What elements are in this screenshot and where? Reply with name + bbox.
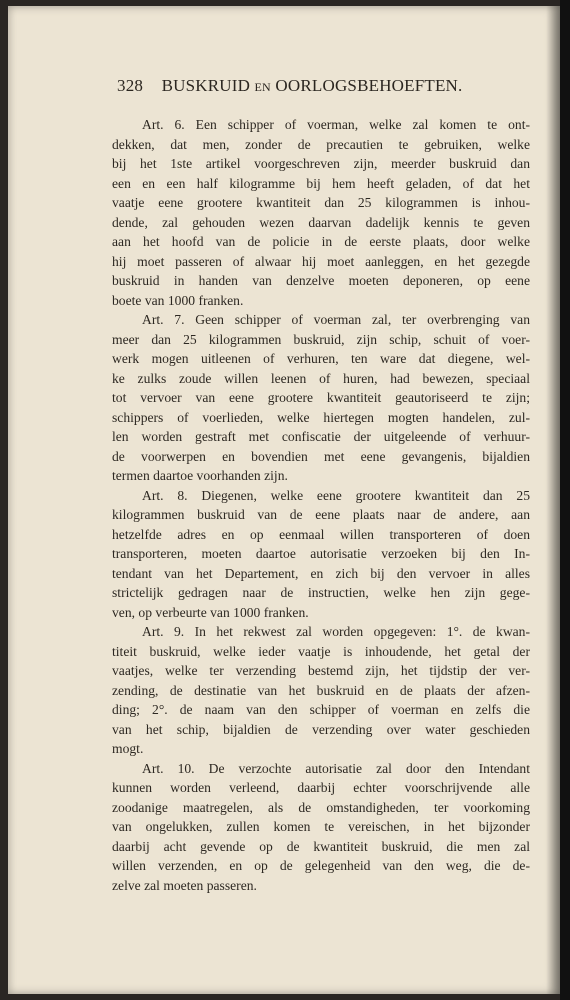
text-line: aan het hoofd van de policie in de eerste plaats, door welke bbox=[112, 234, 530, 249]
text-line: mogt. bbox=[112, 741, 144, 756]
text-line: vaatjes, welke ter verzending bestemd zijn, het tijdstip der ver- bbox=[112, 663, 530, 678]
text-line: boete van 1000 franken. bbox=[112, 292, 244, 308]
text-line: Art. 9. In het rekwest zal worden opgegeven: 1°. de kwan- bbox=[142, 624, 530, 639]
text-line: tot vervoer van eene grootere kwantiteit geautoriseerd te zijn; bbox=[112, 390, 530, 405]
text-line: van ongelukken, zullen komen te vereischen, in het bijzonder bbox=[112, 819, 530, 834]
text-line: daarbij acht gevende op de kwantiteit buskruid, die men zal bbox=[112, 838, 530, 854]
text-line: dekken, dat men, zonder de precautien te gebruiken, welke bbox=[112, 136, 530, 152]
text-line: dende, zal gehouden wezen daarvan dadelijk kennis te geven bbox=[112, 214, 530, 230]
text-line: zending, de destinatie van het buskruid en de plaats der afzen- bbox=[112, 682, 530, 698]
text-line: titeit buskruid, welke ieder vaatje is inhoudende, het getal der bbox=[112, 643, 530, 659]
page-number: 328 bbox=[117, 76, 144, 95]
page-body bbox=[112, 115, 530, 895]
header-title-part1: BUSKRUID bbox=[161, 76, 251, 95]
text-line: zelve zal moeten passeren. bbox=[112, 877, 257, 893]
text-line: ke zulks zoude willen leenen of huren, had bewezen, speciaal bbox=[112, 370, 530, 386]
text-line: Art. 8. Diegenen, welke eene grootere kwantiteit dan 25 bbox=[142, 487, 530, 503]
text-line: vaatje eene grootere kwantiteit dan 25 kilogrammen is inhou- bbox=[112, 195, 530, 210]
text-line: ven, op verbeurte van 1000 franken. bbox=[112, 604, 309, 620]
text-line: willen verzenden, en op de gelegenheid van den weg, die de- bbox=[112, 858, 530, 873]
text-line: zoodanige maatregelen, als de omstandigheden, ter voorkoming bbox=[112, 799, 530, 815]
article-paragraph bbox=[112, 115, 530, 310]
text-line: transporteren, moeten daartoe autorisatie verzoeken bij den In- bbox=[112, 546, 530, 561]
header-title-en: EN bbox=[254, 80, 271, 94]
article-paragraph bbox=[112, 622, 530, 759]
running-header bbox=[117, 76, 517, 96]
text-line: de voorwerpen en bovendien met eene gevangenis, bijaldien bbox=[112, 448, 530, 464]
text-line: bij het 1ste artikel voorgeschreven zijn, meerder buskruid dan bbox=[112, 156, 530, 171]
text-line: hij moet passeren of alwaar hij moet aanleggen, en het gezegde bbox=[112, 253, 530, 269]
text-line: Art. 7. Geen schipper of voerman zal, ter overbrenging van bbox=[142, 312, 530, 327]
text-line: werk mogen uitleenen of verhuren, ten ware dat diegene, wel- bbox=[112, 351, 530, 366]
text-line: kunnen worden verleend, daarbij echter voorschrijvende alle bbox=[112, 780, 530, 795]
article-paragraph bbox=[112, 486, 530, 623]
text-line: van het schip, bijaldien de verzending over water geschieden bbox=[112, 721, 530, 737]
text-line: buskruid in handen van denzelve moeten deponeren, op eene bbox=[112, 273, 530, 288]
text-line: hetzelfde adres en op eenmaal willen transporteren of doen bbox=[112, 526, 530, 542]
text-line: een en een half kilogramme bij hem heeft geladen, of dat het bbox=[112, 175, 530, 191]
viewer-edge bbox=[560, 0, 570, 1000]
text-line: meer dan 25 kilogrammen buskruid, zijn schip, schuit of voer- bbox=[112, 331, 530, 347]
text-line: termen daartoe voorhanden zijn. bbox=[112, 468, 288, 483]
text-line: kilogrammen buskruid van de eene plaats naar de andere, aan bbox=[112, 507, 530, 522]
text-line: tendant van het Departement, en zich bij den vervoer in alles bbox=[112, 565, 530, 581]
article-paragraph bbox=[112, 310, 530, 486]
text-line: ding; 2°. de naam van den schipper of voerman en zelfs die bbox=[112, 702, 530, 717]
page-edge-shadow bbox=[546, 6, 560, 994]
text-line: Art. 10. De verzochte autorisatie zal door den Intendant bbox=[142, 760, 530, 776]
header-title-part2: OORLOGSBEHOEFTEN. bbox=[275, 76, 463, 95]
text-line: len worden gestraft met confiscatie der uitgeleende of verhuur- bbox=[112, 429, 530, 444]
text-line: strictelijk gedragen naar de instructien, welke hen zijn gege- bbox=[112, 585, 530, 600]
text-line: schippers of voerlieden, welke hiertegen mogten handelen, zul- bbox=[112, 409, 530, 425]
text-line: Art. 6. Een schipper of voerman, welke zal komen te ont- bbox=[142, 117, 530, 132]
article-paragraph bbox=[112, 759, 530, 896]
